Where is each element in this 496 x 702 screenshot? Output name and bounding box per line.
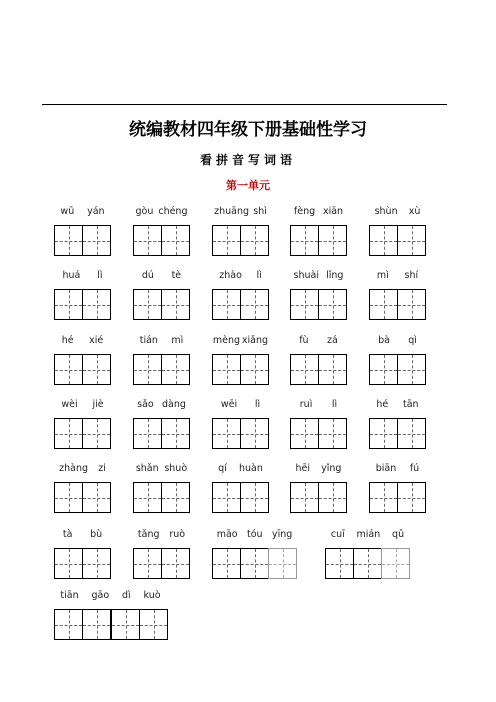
word-item: [133, 204, 190, 264]
pinyin-syllable: lì: [254, 398, 261, 410]
header-rule: [42, 104, 447, 105]
writing-box[interactable]: [369, 418, 398, 449]
writing-box[interactable]: [82, 482, 111, 513]
pinyin-syllable: tà: [62, 528, 73, 540]
word-item: [290, 268, 347, 328]
pinyin-label: [290, 204, 347, 218]
writing-box[interactable]: [397, 289, 426, 320]
pinyin-syllable: lì: [256, 269, 262, 281]
pinyin-label: [133, 204, 190, 218]
pinyin-syllable: hé: [61, 334, 74, 346]
writing-box[interactable]: [133, 548, 162, 579]
writing-boxes: [212, 548, 296, 579]
word-item: [212, 397, 269, 457]
word-item: [290, 333, 347, 393]
writing-box[interactable]: [397, 225, 426, 256]
pinyin-label: [54, 397, 111, 411]
writing-box[interactable]: [54, 609, 83, 640]
pinyin-syllable: jiè: [92, 398, 104, 410]
pinyin-syllable: tān: [403, 398, 419, 410]
writing-box[interactable]: [133, 482, 162, 513]
pinyin-label: [369, 461, 426, 475]
pinyin-label: [369, 204, 426, 218]
pinyin-syllable: wèi: [61, 398, 78, 410]
pinyin-syllable: yán: [87, 205, 105, 217]
writing-box[interactable]: [369, 289, 398, 320]
writing-boxes: [54, 354, 110, 385]
pinyin-syllable: tóu: [247, 528, 263, 540]
writing-box[interactable]: [133, 354, 162, 385]
pinyin-syllable: dàng: [161, 398, 186, 410]
pinyin-syllable: xiǎng: [241, 334, 269, 346]
word-item: [54, 204, 111, 264]
writing-box[interactable]: [212, 354, 241, 385]
writing-boxes: [369, 289, 425, 320]
word-row: [0, 397, 496, 457]
pinyin-label: [133, 333, 190, 347]
word-item: [54, 527, 111, 587]
writing-box[interactable]: [240, 482, 269, 513]
writing-boxes: [290, 418, 346, 449]
writing-box[interactable]: [161, 354, 190, 385]
pinyin-syllable: mèng: [212, 334, 241, 346]
pinyin-label: [54, 333, 111, 347]
word-item: [133, 333, 190, 393]
pinyin-syllable: fèng: [293, 205, 316, 217]
writing-box[interactable]: [133, 289, 162, 320]
writing-box[interactable]: [82, 418, 111, 449]
writing-boxes: [369, 225, 425, 256]
writing-box[interactable]: [397, 482, 426, 513]
writing-box[interactable]: [290, 354, 319, 385]
pinyin-syllable: hé: [376, 398, 389, 410]
pinyin-syllable: lǐng: [326, 269, 344, 281]
pinyin-label: [290, 397, 347, 411]
writing-boxes: [54, 289, 110, 320]
pinyin-syllable: fú: [409, 462, 420, 474]
pinyin-label: [54, 268, 111, 282]
writing-boxes: [133, 225, 189, 256]
pinyin-syllable: zi: [98, 462, 106, 474]
writing-boxes: [290, 225, 346, 256]
pinyin-label: [133, 461, 190, 475]
writing-boxes: [369, 418, 425, 449]
writing-box[interactable]: [82, 609, 111, 640]
pinyin-syllable: zhàng: [59, 462, 88, 474]
word-item: [133, 397, 190, 457]
writing-boxes: [54, 418, 110, 449]
pinyin-label: [369, 397, 426, 411]
writing-box[interactable]: [54, 482, 83, 513]
writing-box[interactable]: [161, 418, 190, 449]
pinyin-label: [54, 527, 111, 541]
pinyin-syllable: shí: [404, 269, 419, 281]
writing-box[interactable]: [82, 289, 111, 320]
word-row: [0, 333, 496, 393]
writing-boxes: [212, 418, 268, 449]
writing-box[interactable]: [353, 548, 382, 579]
word-item: [54, 461, 111, 521]
pinyin-syllable: dì: [122, 589, 131, 601]
pinyin-syllable: shì: [253, 205, 267, 217]
writing-box[interactable]: [161, 482, 190, 513]
pinyin-label: [212, 461, 269, 475]
pinyin-syllable: māo: [216, 528, 238, 540]
pinyin-label: [325, 527, 410, 541]
writing-box[interactable]: [139, 609, 168, 640]
pinyin-syllable: xié: [89, 334, 104, 346]
word-item: [212, 333, 269, 393]
writing-boxes: [325, 548, 409, 579]
writing-box[interactable]: [212, 418, 241, 449]
pinyin-syllable: xiān: [322, 205, 344, 217]
writing-box[interactable]: [54, 289, 83, 320]
writing-box[interactable]: [290, 418, 319, 449]
word-row: [0, 461, 496, 521]
writing-box[interactable]: [268, 548, 297, 579]
writing-box[interactable]: [369, 225, 398, 256]
writing-box[interactable]: [54, 225, 83, 256]
word-item: [290, 397, 347, 457]
writing-boxes: [133, 354, 189, 385]
writing-box[interactable]: [133, 225, 162, 256]
pinyin-label: [54, 461, 111, 475]
pinyin-syllable: tè: [171, 269, 182, 281]
pinyin-label: [133, 268, 190, 282]
writing-box[interactable]: [318, 482, 347, 513]
pinyin-syllable: yǐng: [321, 462, 342, 474]
writing-boxes: [369, 354, 425, 385]
writing-box[interactable]: [161, 289, 190, 320]
writing-box[interactable]: [212, 482, 241, 513]
writing-box[interactable]: [397, 354, 426, 385]
pinyin-syllable: mián: [356, 528, 381, 540]
pinyin-label: [212, 527, 297, 541]
word-item: [54, 268, 111, 328]
writing-box[interactable]: [54, 548, 83, 579]
pinyin-label: [290, 461, 347, 475]
writing-boxes: [54, 609, 167, 640]
writing-boxes: [212, 225, 268, 256]
pinyin-label: [369, 333, 426, 347]
pinyin-syllable: biān: [375, 462, 397, 474]
pinyin-syllable: xù: [408, 205, 421, 217]
writing-box[interactable]: [325, 548, 354, 579]
word-row: [0, 204, 496, 264]
writing-box[interactable]: [240, 418, 269, 449]
pinyin-syllable: shuò: [164, 462, 188, 474]
word-item: [54, 588, 167, 648]
pinyin-label: [212, 204, 269, 218]
writing-box[interactable]: [212, 289, 241, 320]
writing-boxes: [212, 354, 268, 385]
word-item: [133, 527, 190, 587]
pinyin-syllable: tiān: [60, 589, 79, 601]
word-item: [133, 461, 190, 521]
page-title: 统编教材四年级下册基础性学习: [129, 120, 367, 140]
word-item: [133, 268, 190, 328]
writing-box[interactable]: [397, 418, 426, 449]
writing-box[interactable]: [212, 225, 241, 256]
pinyin-syllable: qí: [218, 462, 227, 474]
writing-boxes: [133, 418, 189, 449]
writing-boxes: [133, 289, 189, 320]
writing-box[interactable]: [240, 225, 269, 256]
pinyin-label: [54, 204, 111, 218]
pinyin-label: [54, 588, 167, 602]
pinyin-syllable: huá: [62, 269, 81, 281]
pinyin-syllable: qì: [408, 334, 417, 346]
pinyin-label: [133, 527, 190, 541]
writing-boxes: [133, 548, 189, 579]
pinyin-label: [133, 397, 190, 411]
writing-boxes: [133, 482, 189, 513]
writing-box[interactable]: [290, 225, 319, 256]
pinyin-label: [212, 268, 269, 282]
pinyin-syllable: lì: [97, 269, 103, 281]
pinyin-syllable: huàn: [239, 462, 263, 474]
writing-box[interactable]: [240, 289, 269, 320]
pinyin-syllable: mì: [376, 269, 389, 281]
pinyin-syllable: bà: [378, 334, 390, 346]
word-item: [212, 204, 269, 264]
word-item: [212, 268, 269, 328]
pinyin-syllable: mì: [171, 334, 184, 346]
writing-boxes: [290, 289, 346, 320]
word-row: [0, 527, 496, 587]
unit-heading: 第一单元: [226, 179, 270, 192]
word-item: [369, 268, 426, 328]
writing-box[interactable]: [161, 225, 190, 256]
word-item: [212, 527, 297, 587]
word-item: [369, 204, 426, 264]
word-item: [54, 333, 111, 393]
pinyin-syllable: kuò: [143, 589, 161, 601]
pinyin-syllable: tián: [139, 334, 158, 346]
pinyin-syllable: zá: [326, 334, 338, 346]
pinyin-syllable: hēi: [295, 462, 311, 474]
pinyin-label: [290, 333, 347, 347]
word-item: [290, 461, 347, 521]
writing-box[interactable]: [54, 354, 83, 385]
writing-box[interactable]: [82, 548, 111, 579]
writing-box[interactable]: [82, 354, 111, 385]
pinyin-syllable: chéng: [158, 205, 188, 217]
pinyin-syllable: shǎn: [135, 462, 159, 474]
writing-box[interactable]: [161, 548, 190, 579]
writing-box[interactable]: [133, 418, 162, 449]
pinyin-syllable: ruì: [299, 398, 313, 410]
pinyin-syllable: gāo: [91, 589, 110, 601]
pinyin-syllable: zhào: [219, 269, 242, 281]
writing-boxes: [54, 225, 110, 256]
word-item: [369, 397, 426, 457]
pinyin-syllable: bù: [90, 528, 103, 540]
word-item: [325, 527, 410, 587]
pinyin-label: [369, 268, 426, 282]
writing-box[interactable]: [318, 354, 347, 385]
pinyin-syllable: ruò: [169, 528, 186, 540]
writing-boxes: [54, 482, 110, 513]
pinyin-syllable: cuī: [330, 528, 345, 540]
writing-boxes: [369, 482, 425, 513]
pinyin-label: [212, 333, 269, 347]
page-subtitle: 看拼音写词语: [199, 153, 296, 167]
word-item: [369, 461, 426, 521]
pinyin-syllable: dú: [141, 269, 154, 281]
word-item: [290, 204, 347, 264]
word-row: [0, 268, 496, 328]
pinyin-syllable: fù: [299, 334, 309, 346]
writing-box[interactable]: [212, 548, 241, 579]
writing-box[interactable]: [240, 354, 269, 385]
pinyin-syllable: yīng: [271, 528, 293, 540]
pinyin-syllable: wēi: [220, 398, 238, 410]
word-item: [212, 461, 269, 521]
pinyin-syllable: shuài: [293, 269, 319, 281]
writing-boxes: [54, 548, 110, 579]
writing-box[interactable]: [290, 289, 319, 320]
pinyin-syllable: zhuāng: [214, 205, 250, 217]
writing-box[interactable]: [318, 418, 347, 449]
pinyin-syllable: shùn: [374, 205, 398, 217]
writing-box[interactable]: [82, 225, 111, 256]
writing-box[interactable]: [240, 548, 269, 579]
word-item: [54, 397, 111, 457]
writing-box[interactable]: [369, 354, 398, 385]
writing-box[interactable]: [318, 289, 347, 320]
writing-box[interactable]: [381, 548, 410, 579]
writing-box[interactable]: [54, 418, 83, 449]
writing-boxes: [212, 482, 268, 513]
writing-boxes: [212, 289, 268, 320]
pinyin-syllable: gòu: [135, 205, 154, 217]
pinyin-label: [290, 268, 347, 282]
writing-box[interactable]: [111, 609, 140, 640]
word-row: [0, 588, 496, 648]
pinyin-syllable: lì: [331, 398, 338, 410]
pinyin-syllable: wū: [60, 205, 75, 217]
pinyin-syllable: tǎng: [137, 528, 160, 540]
writing-box[interactable]: [290, 482, 319, 513]
word-item: [369, 333, 426, 393]
pinyin-syllable: sǎo: [137, 398, 154, 410]
writing-box[interactable]: [318, 225, 347, 256]
pinyin-syllable: qǔ: [392, 528, 405, 540]
writing-box[interactable]: [369, 482, 398, 513]
writing-boxes: [290, 354, 346, 385]
writing-boxes: [290, 482, 346, 513]
pinyin-label: [212, 397, 269, 411]
